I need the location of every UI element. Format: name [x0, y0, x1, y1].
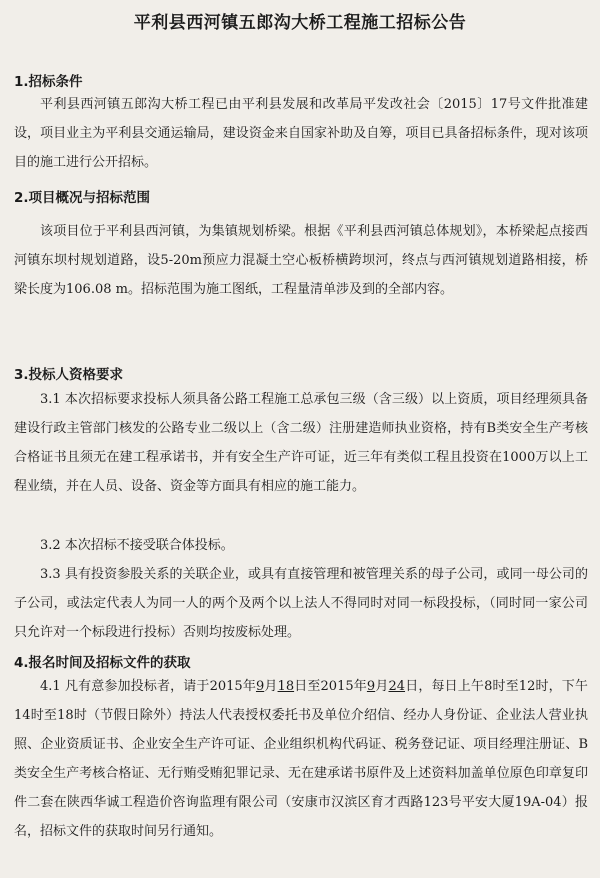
end-day: 24: [388, 679, 406, 694]
end-month: 9: [366, 679, 376, 694]
start-month: 9: [255, 679, 265, 694]
section-3-3-paragraph: 3.3 具有投资参股关系的关联企业，或具有直接管理和被管理关系的母子公司，或同一母公司的子公司，或法定代表人为同一人的两个及两个以上法人不得同时对同一标段投标，（同时同一家公司只允许对一个标段进行投标）否则均按废标处理。: [14, 567, 588, 640]
document-title: 平利县西河镇五郎沟大桥工程施工招标公告: [133, 13, 467, 33]
section-3-2-paragraph: 3.2 本次招标不接受联合体投标。: [40, 538, 234, 553]
section-2-paragraph: 该项目位于平利县西河镇，为集镇规划桥梁。根据《平利县西河镇总体规划》，本桥梁起点接西河镇东坝村规划道路，设5-20m预应力混凝土空心板桥横跨坝河，终点与西河镇规划道路相接，桥梁长度为106.08 m。招标范围为施工图纸，工程量清单涉及到的全部内容。: [14, 224, 588, 297]
start-day: 18: [277, 679, 295, 694]
section-1-heading: 1.招标条件: [14, 74, 83, 90]
section-4-heading: 4.报名时间及招标文件的获取: [14, 655, 191, 671]
section-3-heading: 3.投标人资格要求: [14, 367, 124, 383]
section-2-heading: 2.项目概况与招标范围: [14, 190, 151, 206]
section-3-1-paragraph: 3.1 本次招标要求投标人须具备公路工程施工总承包三级（含三级）以上资质，项目经理须具备建设行政主管部门核发的公路专业二级以上（含二级）注册建造师执业资格，持有B类安全生产考核合格证书且须无在建工程承诺书，并有安全生产许可证，近三年有类似工程且投资在1000万以上工程业绩，并在人员、设备、资金等方面具有相应的施工能力。: [14, 392, 588, 494]
section-4-1-paragraph: 4.1 凡有意参加投标者，请于2015年9月18日至2015年9月24日，每日上午8时至12时，下午14时至18时（节假日除外）持法人代表授权委托书及单位介绍信、经办人身份证、企业法人营业执照、企业资质证书、企业安全生产许可证、企业组织机构代码证、税务登记证、项目经理注册证、B类安全生产考核合格证、无行贿受贿犯罪记录、无在建承诺书原件及上述资料加盖单位原色印章复印件二套在陕西华诚工程造价咨询监理有限公司（安康市汉滨区育才西路123号平安大厦19A-04）报名，招标文件的获取时间另行通知。: [14, 679, 588, 839]
section-1-paragraph: 平利县西河镇五郎沟大桥工程已由平利县发展和改革局平发改社会〔2015〕17号文件批准建设，项目业主为平利县交通运输局，建设资金来自国家补助及自筹，项目已具备招标条件，现对该项目的施工进行公开招标。: [14, 97, 588, 170]
